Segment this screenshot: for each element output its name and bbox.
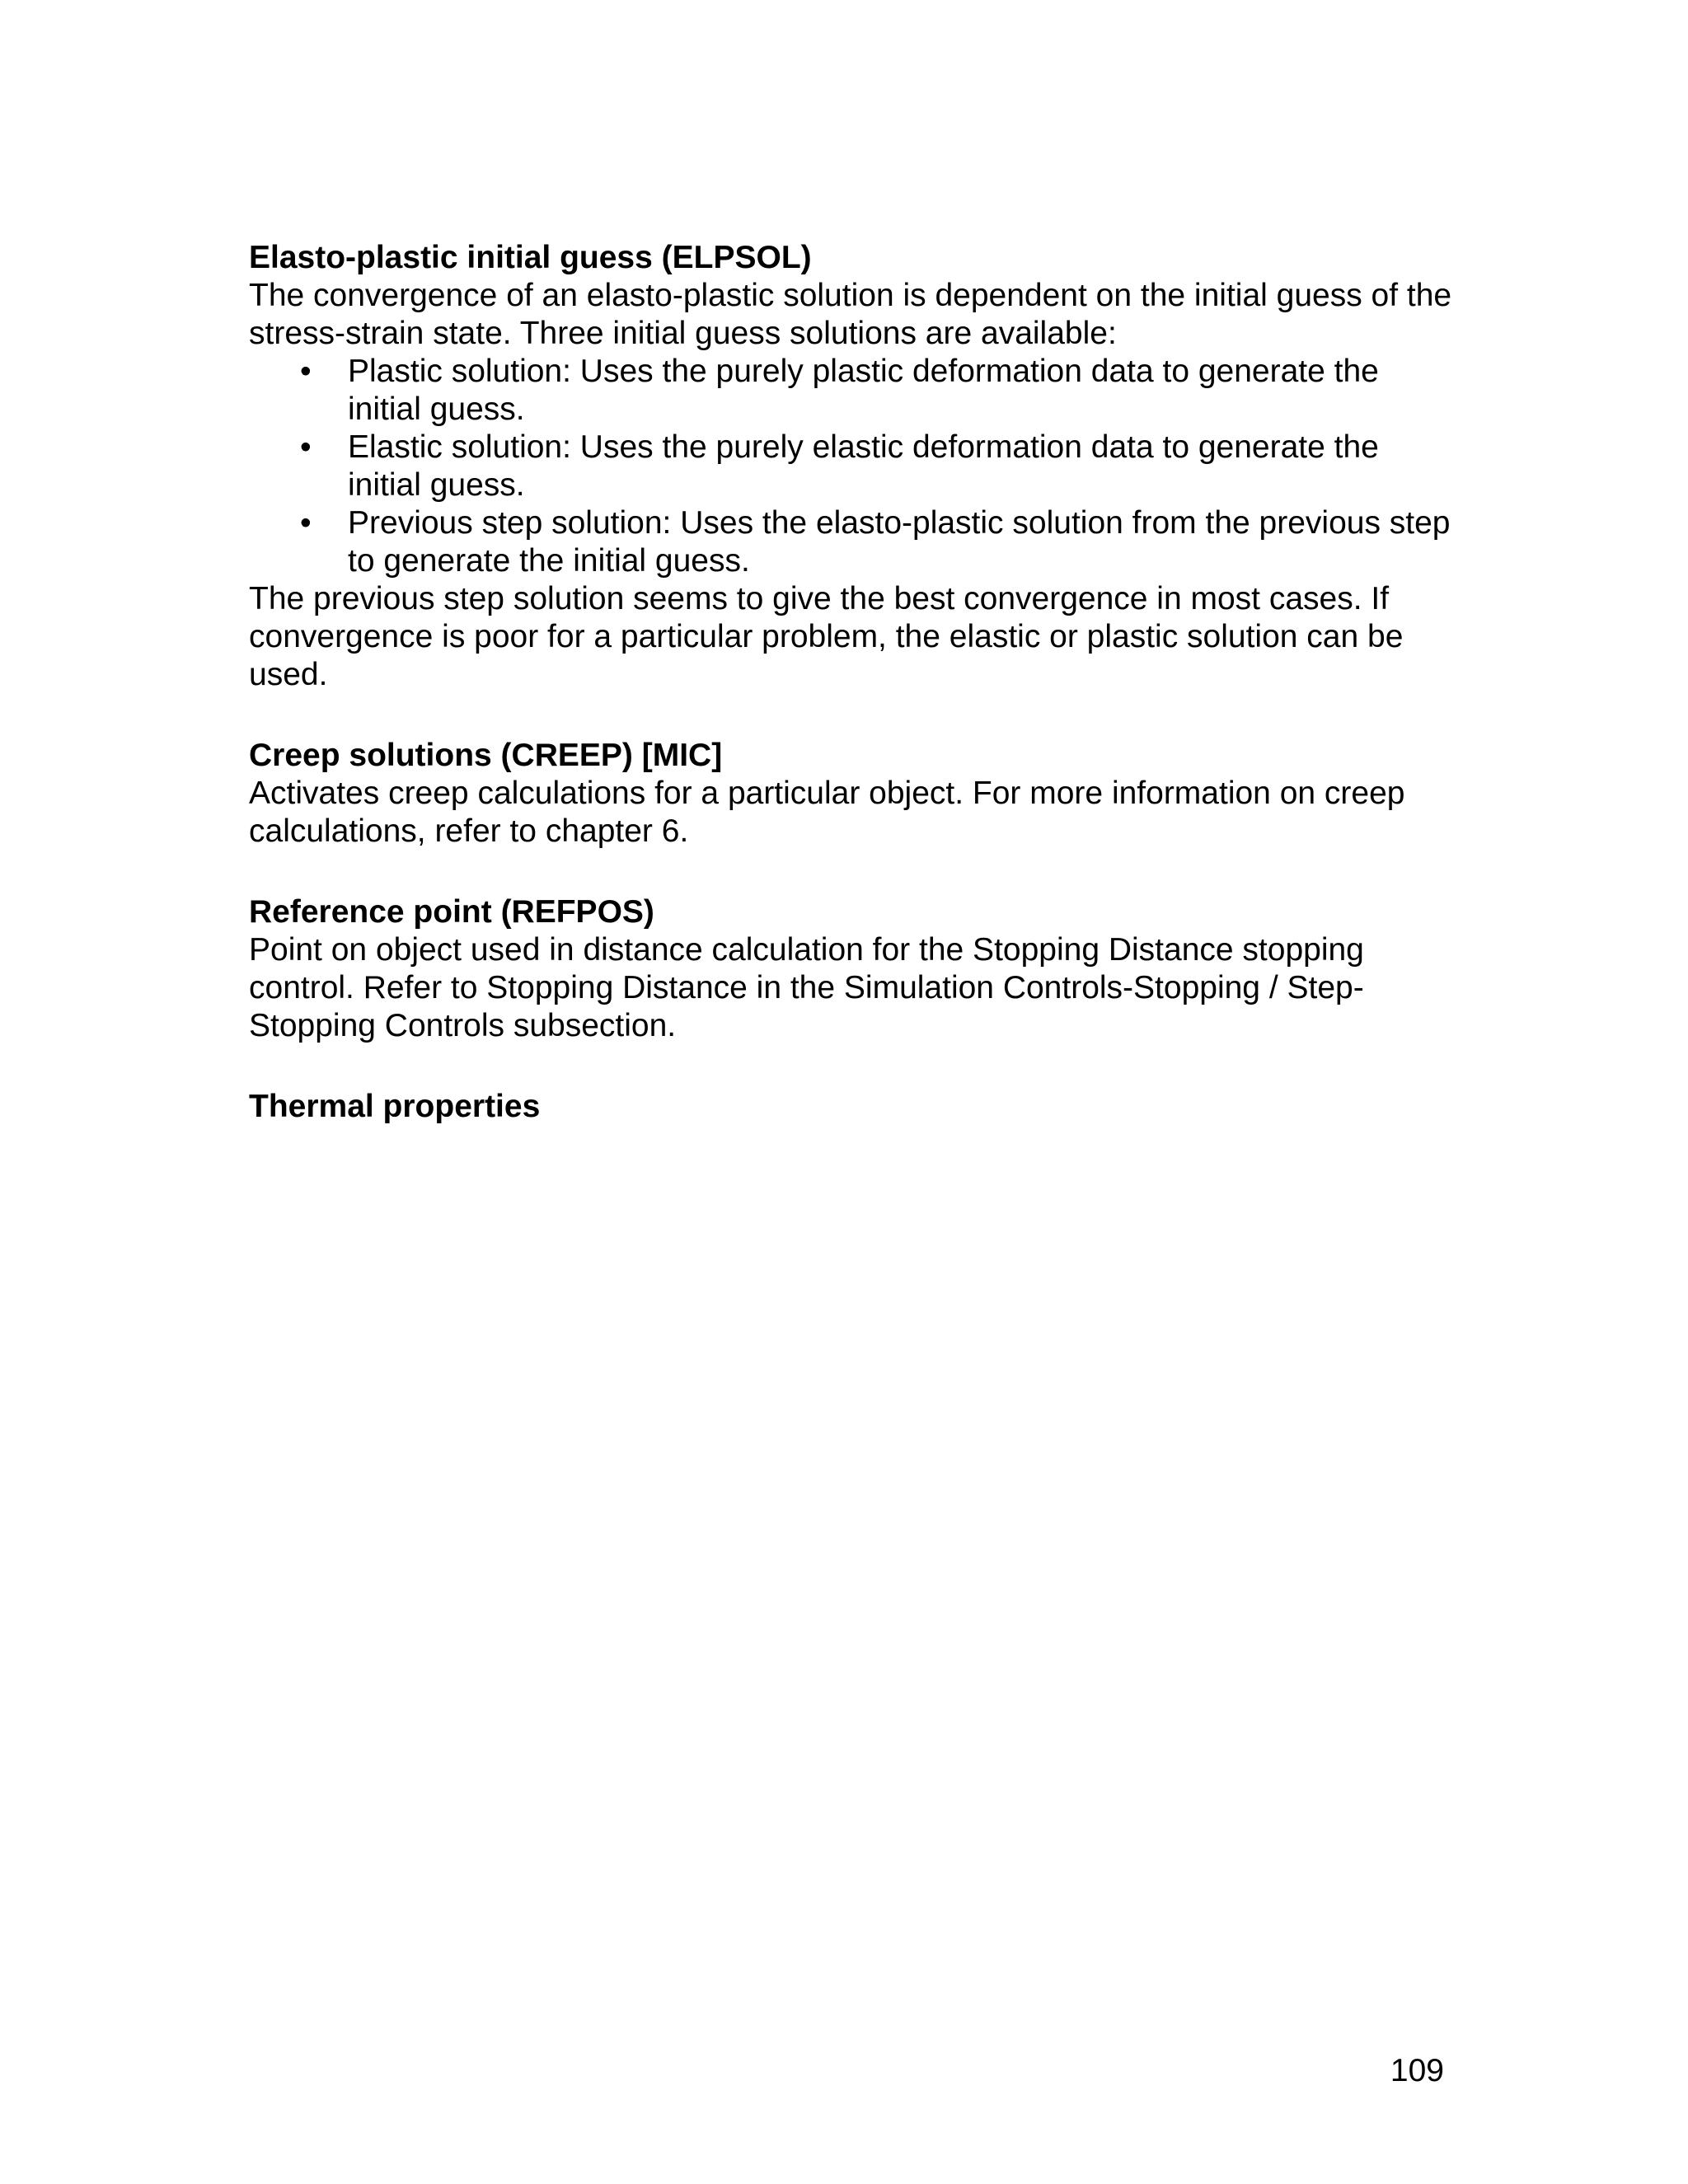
section-heading: Creep solutions (CREEP) [MIC] bbox=[249, 738, 723, 773]
bullet-list bbox=[249, 353, 1452, 580]
bullet-icon: • bbox=[300, 354, 312, 389]
section-creep bbox=[249, 737, 1452, 851]
list-item bbox=[249, 429, 1452, 504]
section-intro: The convergence of an elasto-plastic solution is dependent on the initial guess of the stress-strain state. Three initial guess solutions are available: bbox=[249, 278, 1452, 351]
section-body: Activates creep calculations for a particular object. For more information on creep calculations, refer to chapter 6. bbox=[249, 776, 1405, 849]
page-content bbox=[249, 239, 1452, 1169]
section-heading: Elasto-plastic initial guess (ELPSOL) bbox=[249, 240, 812, 275]
list-item bbox=[249, 504, 1452, 580]
section-body: Point on object used in distance calculation for the Stopping Distance stopping control. Refer to Stopping Distance in the Simulation Controls-Stopping / Step-Stopping Controls subsection. bbox=[249, 932, 1364, 1043]
bullet-icon: • bbox=[300, 505, 312, 541]
section-outro: The previous step solution seems to give the best convergence in most cases. If convergence is poor for a particular problem, the elastic or plastic solution can be used. bbox=[249, 581, 1404, 692]
section-heading: Reference point (REFPOS) bbox=[249, 894, 654, 930]
list-item-text: Elastic solution: Uses the purely elastic deformation data to generate the initial guess. bbox=[348, 429, 1379, 503]
section-refpos bbox=[249, 893, 1452, 1045]
section-thermal bbox=[249, 1088, 1452, 1126]
list-item-text: Plastic solution: Uses the purely plastic deformation data to generate the initial guess. bbox=[348, 354, 1379, 427]
section-heading: Thermal properties bbox=[249, 1089, 541, 1124]
bullet-icon: • bbox=[300, 429, 312, 465]
page-number: 109 bbox=[1390, 2053, 1444, 2088]
section-elpsol bbox=[249, 239, 1452, 694]
list-item bbox=[249, 353, 1452, 429]
list-item-text: Previous step solution: Uses the elasto-plastic solution from the previous step to generate the initial guess. bbox=[348, 505, 1451, 579]
